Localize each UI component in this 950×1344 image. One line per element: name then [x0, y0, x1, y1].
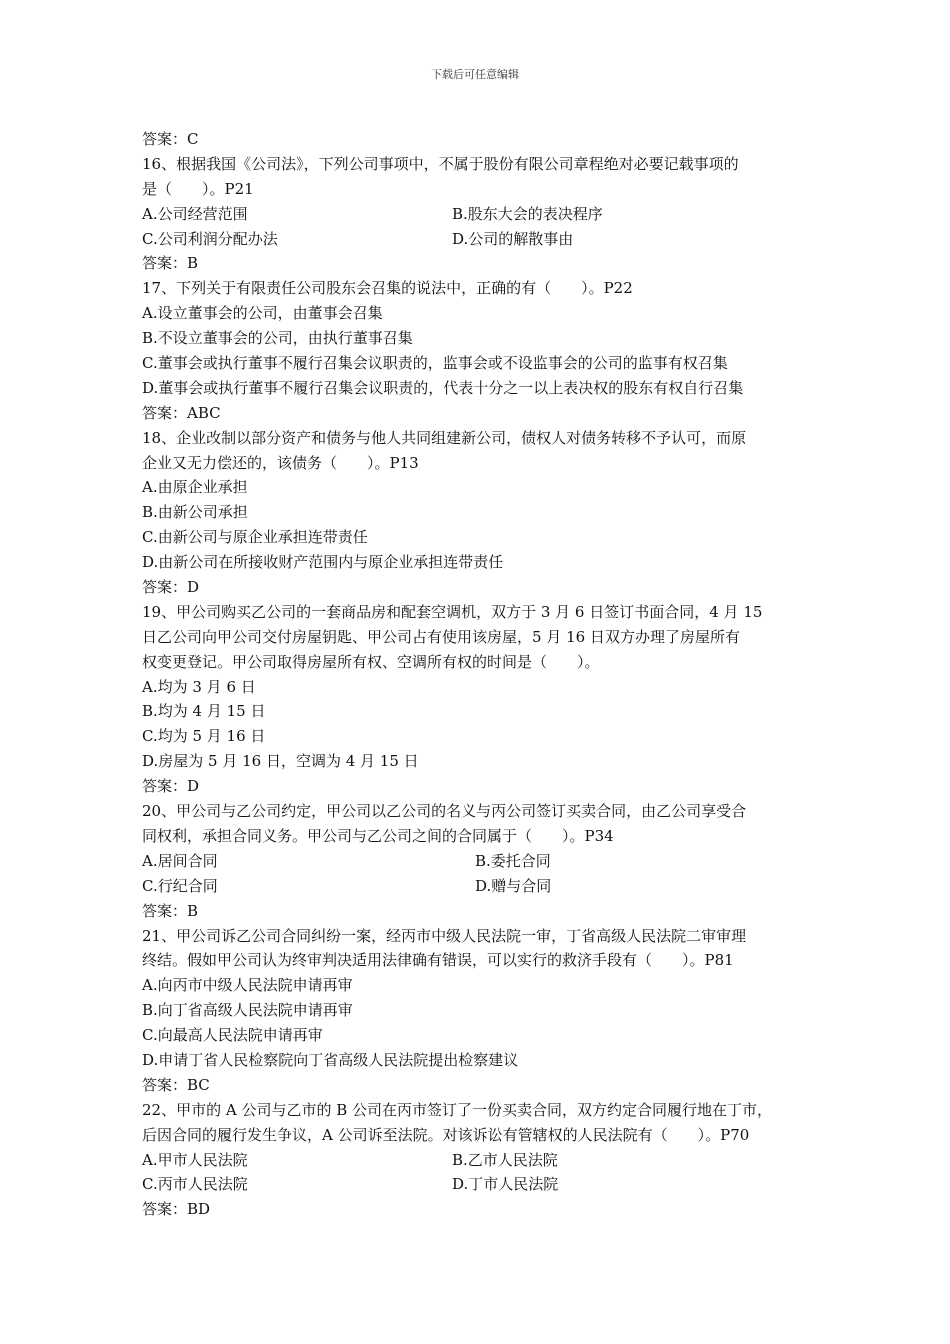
- question-18-text-cont: 企业又无力偿还的，该债务（ ）。P13: [142, 453, 419, 472]
- question-16-options-row: [142, 202, 822, 227]
- answer-line: 答案：C: [142, 130, 199, 148]
- option-c: C.丙市人民法院: [142, 1175, 248, 1194]
- answer-line: 答案：B: [142, 901, 199, 920]
- option-a: A.公司经营范围: [142, 204, 248, 223]
- question-19-text-cont: 权变更登记。甲公司取得房屋所有权、空调所有权的时间是（ ）。: [142, 652, 600, 671]
- question-17-text: 17、下列关于有限责任公司股东会召集的说法中，正确的有（ ）。P22: [142, 279, 633, 298]
- question-20-text-cont: 同权利，承担合同义务。甲公司与乙公司之间的合同属于（ ）。P34: [142, 826, 614, 845]
- option-a: A.居间合同: [142, 851, 218, 870]
- answer-line: 答案：BD: [142, 1200, 211, 1219]
- question-21-text-cont: 终结。假如甲公司认为终审判决适用法律确有错误，可以实行的救济手段有（ ）。P81: [142, 951, 734, 970]
- option-d: D.申请丁省人民检察院向丁省高级人民法院提出检察建议: [142, 1050, 519, 1069]
- option-d: D.房屋为 5 月 16 日，空调为 4 月 15 日: [142, 752, 419, 771]
- document-body: [142, 127, 822, 1222]
- question-22-options-row: [142, 1172, 822, 1197]
- question-18-text: 18、企业改制以部分资产和债务与他人共同组建新公司，债权人对债务转移不予认可，而原: [142, 428, 747, 447]
- option-d: D.丁市人民法院: [452, 1175, 559, 1194]
- question-19-text: 19、甲公司购买乙公司的一套商品房和配套空调机，双方于 3 月 6 日签订书面合同，4 月 15: [142, 602, 763, 621]
- answer-line: 答案：ABC: [142, 403, 221, 422]
- option-d: D.由新公司在所接收财产范围内与原企业承担连带责任: [142, 553, 504, 572]
- answer-line: 答案：BC: [142, 1075, 210, 1094]
- option-a: A.设立董事会的公司，由董事会召集: [142, 304, 383, 323]
- option-b: B.不设立董事会的公司，由执行董事召集: [142, 329, 413, 348]
- question-20-options-row: [142, 849, 822, 874]
- option-c: C.向最高人民法院申请再审: [142, 1026, 323, 1045]
- option-b: B.均为 4 月 15 日: [142, 702, 266, 721]
- question-21-text: 21、甲公司诉乙公司合同纠纷一案，经丙市中级人民法院一审，丁省高级人民法院二审审理: [142, 926, 747, 945]
- option-c: C.董事会或执行董事不履行召集会议职责的，监事会或不设监事会的公司的监事有权召集: [142, 354, 728, 373]
- question-20-options-row: [142, 874, 822, 899]
- question-22-text-cont: 后因合同的履行发生争议，A 公司诉至法院。对该诉讼有管辖权的人民法院有（ ）。P70: [142, 1125, 750, 1144]
- option-c: C.均为 5 月 16 日: [142, 727, 266, 746]
- option-b: B.乙市人民法院: [452, 1150, 558, 1169]
- option-c: C.公司利润分配办法: [142, 229, 278, 248]
- question-20-text: 20、甲公司与乙公司约定，甲公司以乙公司的名义与丙公司签订买卖合同，由乙公司享受合: [142, 802, 747, 821]
- question-16-text: 16、根据我国《公司法》，下列公司事项中，不属于股份有限公司章程绝对必要记载事项的: [142, 154, 739, 173]
- answer-line: 答案：B: [142, 254, 199, 273]
- answer-line: 答案：D: [142, 777, 200, 796]
- question-22-text: 22、甲市的 A 公司与乙市的 B 公司在丙市签订了一份买卖合同，双方约定合同履行地在丁市，: [142, 1100, 773, 1119]
- option-b: B.股东大会的表决程序: [452, 204, 603, 223]
- option-b: B.由新公司承担: [142, 503, 248, 522]
- question-22-options-row: [142, 1148, 822, 1173]
- option-a: A.向丙市中级人民法院申请再审: [142, 976, 353, 995]
- question-16-options-row: [142, 227, 822, 252]
- option-d: D.赠与合同: [475, 876, 552, 895]
- option-d: D.董事会或执行董事不履行召集会议职责的，代表十分之一以上表决权的股东有权自行召集: [142, 378, 744, 397]
- option-c: C.行纪合同: [142, 876, 218, 895]
- option-d: D.公司的解散事由: [452, 229, 574, 248]
- option-b: B.向丁省高级人民法院申请再审: [142, 1001, 353, 1020]
- page-header: 下载后可任意编辑: [431, 68, 519, 81]
- question-16-text-cont: 是（ ）。P21: [142, 179, 254, 198]
- option-a: A.均为 3 月 6 日: [142, 677, 256, 696]
- option-c: C.由新公司与原企业承担连带责任: [142, 528, 368, 547]
- option-a: A.甲市人民法院: [142, 1150, 248, 1169]
- option-b: B.委托合同: [475, 851, 551, 870]
- option-a: A.由原企业承担: [142, 478, 248, 497]
- question-19-text-cont: 日乙公司向甲公司交付房屋钥匙、甲公司占有使用该房屋，5 月 16 日双方办理了房屋所有: [142, 627, 740, 646]
- answer-line: 答案：D: [142, 578, 200, 597]
